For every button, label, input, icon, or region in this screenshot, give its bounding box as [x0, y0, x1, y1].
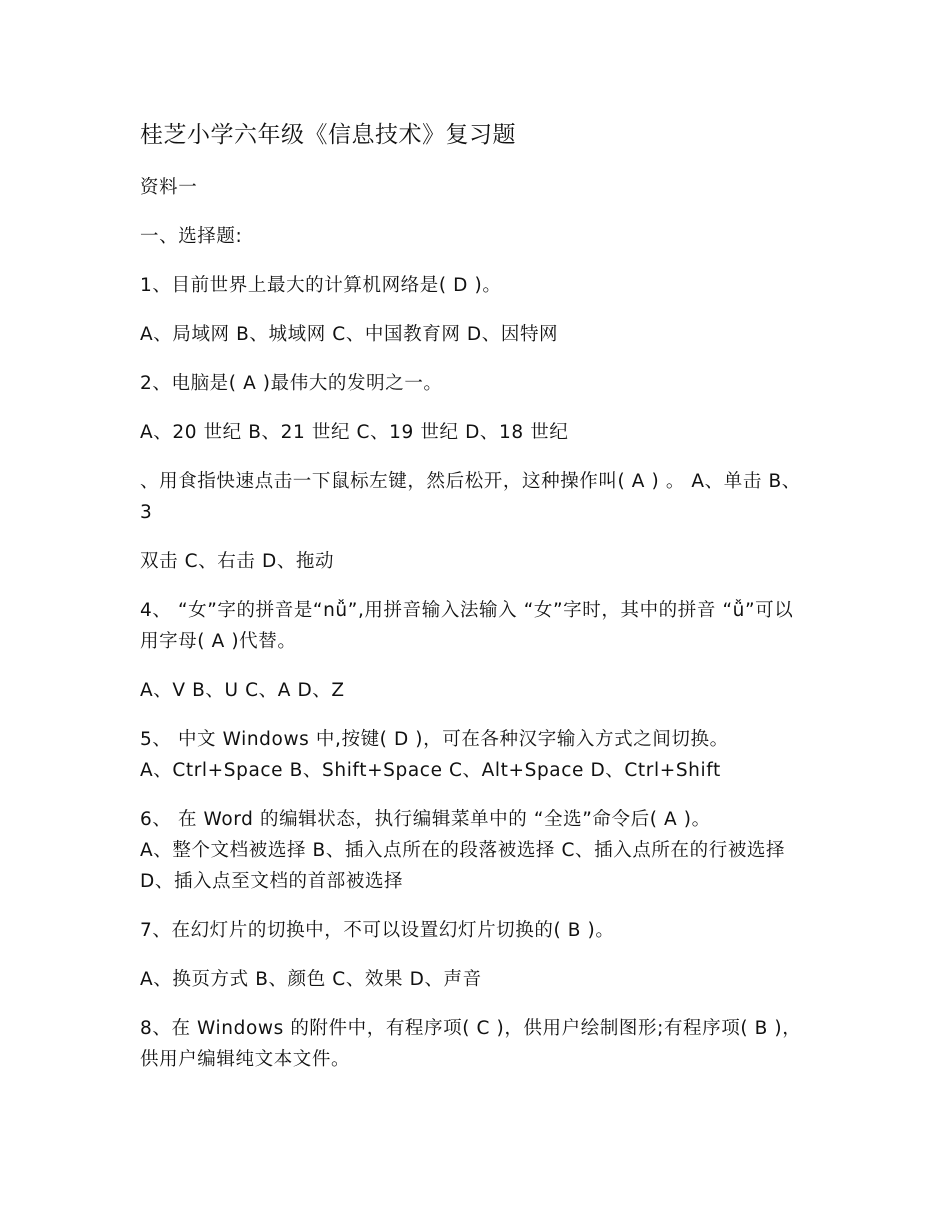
- question-3: 、用食指快速点击一下鼠标左键，然后松开，这种操作叫( A ) 。 A、单击 B、3: [140, 471, 801, 523]
- question-2-options: A、20 世纪 B、21 世纪 C、19 世纪 D、18 世纪: [140, 422, 569, 443]
- question-4: 4、 “女”字的拼音是“nǚ”,用拼音输入法输入 “女”字时，其中的拼音 “ǚ”可以用字母( A )代替。: [140, 600, 794, 652]
- question-3-options: 双击 C、右击 D、拖动: [140, 551, 335, 572]
- question-2: 2、电脑是( A )最伟大的发明之一。: [140, 373, 443, 394]
- document-body: [140, 118, 810, 1093]
- question-1: 1、目前世界上最大的计算机网络是( D )。: [140, 275, 502, 296]
- part-heading: 一、选择题:: [140, 226, 243, 247]
- section-heading: 资料一: [140, 177, 198, 198]
- page-title: 桂芝小学六年级《信息技术》复习题: [140, 122, 516, 148]
- question-5-options: A、Ctrl+Space B、Shift+Space C、Alt+Space D、Ctrl+Shift: [140, 760, 721, 781]
- question-6-options: A、整个文档被选择 B、插入点所在的段落被选择 C、插入点所在的行被选择 D、插入点至文档的首部被选择: [140, 840, 786, 892]
- question-7-options: A、换页方式 B、颜色 C、效果 D、声音: [140, 969, 482, 990]
- question-5: 5、 中文 Windows 中,按键( D )，可在各种汉字输入方式之间切换。: [140, 729, 729, 750]
- question-1-options: A、局域网 B、城域网 C、中国教育网 D、因特网: [140, 324, 559, 345]
- question-6: 6、 在 Word 的编辑状态，执行编辑菜单中的 “全选”命令后( A )。: [140, 809, 711, 830]
- question-8: 8、在 Windows 的附件中，有程序项( C )，供用户绘制图形;有程序项( B )，供用户编辑纯文本文件。: [140, 1018, 802, 1070]
- question-7: 7、在幻灯片的切换中，不可以设置幻灯片切换的( B )。: [140, 920, 615, 941]
- question-4-options: A、V B、U C、A D、Z: [140, 680, 345, 701]
